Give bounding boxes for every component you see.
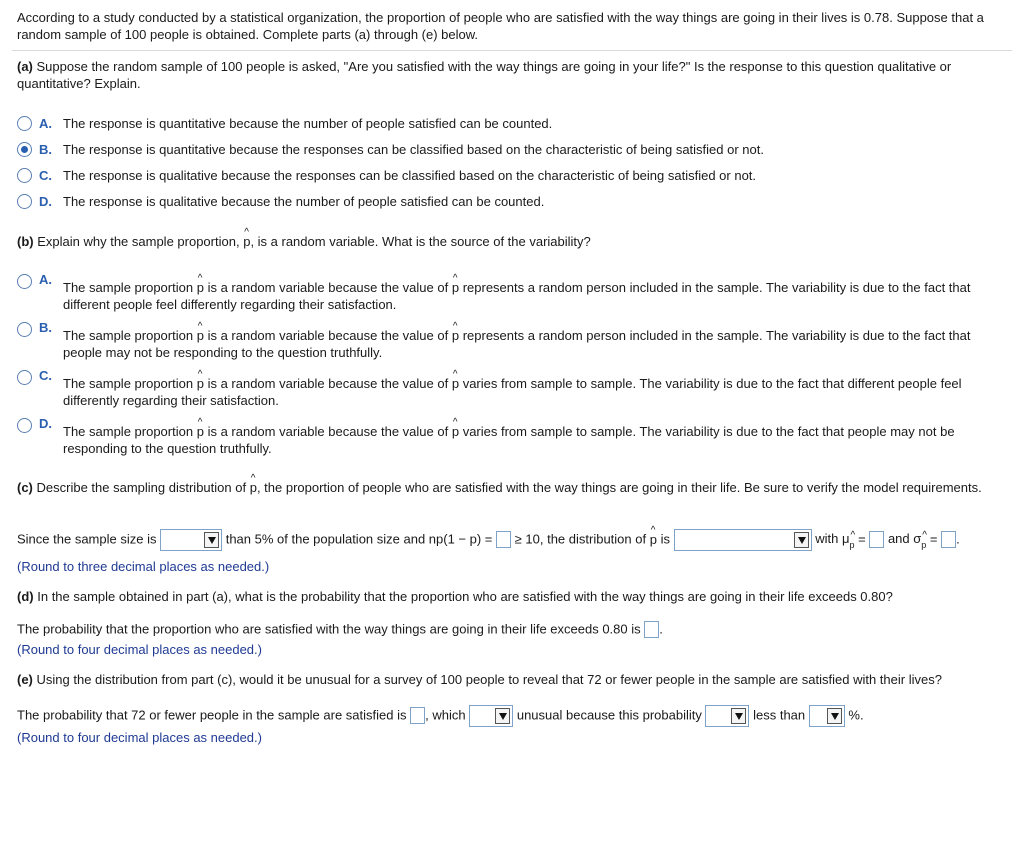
dropdown-arrow-icon xyxy=(794,532,809,548)
part-a-label: (a) xyxy=(17,59,33,74)
radio-icon[interactable] xyxy=(17,168,32,183)
radio-icon[interactable] xyxy=(17,274,32,289)
part-c-answer-line: Since the sample size is than 5% of the population size and np(1 − p) = ≥ 10, the distribution of ^ p is with μ^ p = and σ^ p = . xyxy=(17,527,960,551)
np-input[interactable] xyxy=(496,531,511,548)
radio-icon[interactable] xyxy=(17,418,32,433)
radio-icon[interactable] xyxy=(17,116,32,131)
part-d-hint: (Round to four decimal places as needed.) xyxy=(17,642,262,657)
mean-input[interactable] xyxy=(869,531,884,548)
part-c-question: (c) Describe the sampling distribution of ^ p, the proportion of people who are satisfied with the way things are going in their life. Be sure to verify the model requirements. xyxy=(17,479,1007,496)
radio-icon[interactable] xyxy=(17,370,32,385)
part-c-hint: (Round to three decimal places as needed.) xyxy=(17,559,270,574)
dropdown-arrow-icon xyxy=(827,708,842,724)
part-b-option-d[interactable]: D. The sample proportion ^ p is a random variable because the value of ^ p varies from sample to sample. The variability is due to the fact that people may not be responding to the question truthfully. xyxy=(17,419,1007,459)
part-b-question: (b) Explain why the sample proportion, ^ p, is a random variable. What is the source of the variability? xyxy=(17,233,1007,250)
distribution-dropdown[interactable] xyxy=(674,529,812,551)
std-dev-input[interactable] xyxy=(941,531,956,548)
probability-72-input[interactable] xyxy=(410,707,425,724)
part-e-answer-line: The probability that 72 or fewer people in the sample are satisfied is , which unusual because this probability less than %. xyxy=(17,703,864,727)
divider xyxy=(12,50,1012,51)
is-isnot-dropdown[interactable] xyxy=(469,705,513,727)
part-d-question: (d) In the sample obtained in part (a), what is the probability that the proportion who are satisfied with the way things are going in their life exceeds 0.80? xyxy=(17,589,893,604)
dropdown-arrow-icon xyxy=(731,708,746,724)
part-a-text: Suppose the random sample of 100 people is asked, "Are you satisfied with the way things are going in your life?" Is the response to this question qualitative or quantitative? Explain. xyxy=(17,59,952,91)
dropdown-arrow-icon xyxy=(495,708,510,724)
part-d-answer-line: The probability that the proportion who are satisfied with the way things are going in their life exceeds 0.80 is . xyxy=(17,621,663,637)
comparison-dropdown[interactable] xyxy=(705,705,749,727)
part-b-option-c[interactable]: C. The sample proportion ^ p is a random variable because the value of ^ p varies from sample to sample. The variability is due to the fact that different people feel differently regarding their satisfaction. xyxy=(17,371,1007,411)
part-a-question xyxy=(17,58,1007,92)
radio-selected-icon[interactable] xyxy=(17,142,32,157)
sample-size-dropdown[interactable] xyxy=(160,529,222,551)
dropdown-arrow-icon xyxy=(204,532,219,548)
problem-intro: According to a study conducted by a statistical organization, the proportion of people who are satisfied with the way things are going in their lives is 0.78. Suppose that a random sample of 100 people is obtained. Complete parts (a) through (e) below. xyxy=(17,10,984,42)
probability-input[interactable] xyxy=(644,621,659,638)
threshold-dropdown[interactable] xyxy=(809,705,845,727)
part-e-question: (e) Using the distribution from part (c), would it be unusual for a survey of 100 people to reveal that 72 or fewer people in the sample are satisfied with their lives? xyxy=(17,672,942,687)
radio-icon[interactable] xyxy=(17,194,32,209)
part-b-option-a[interactable]: A. The sample proportion ^ p is a random variable because the value of ^ p represents a random person included in the sample. The variability is due to the fact that different people feel differently regarding their satisfaction. xyxy=(17,275,1007,315)
radio-icon[interactable] xyxy=(17,322,32,337)
part-e-hint: (Round to four decimal places as needed.) xyxy=(17,730,262,745)
part-b-option-b[interactable]: B. The sample proportion ^ p is a random variable because the value of ^ p represents a random person included in the sample. The variability is due to the fact that people may not be responding to the question truthfully. xyxy=(17,323,1007,363)
